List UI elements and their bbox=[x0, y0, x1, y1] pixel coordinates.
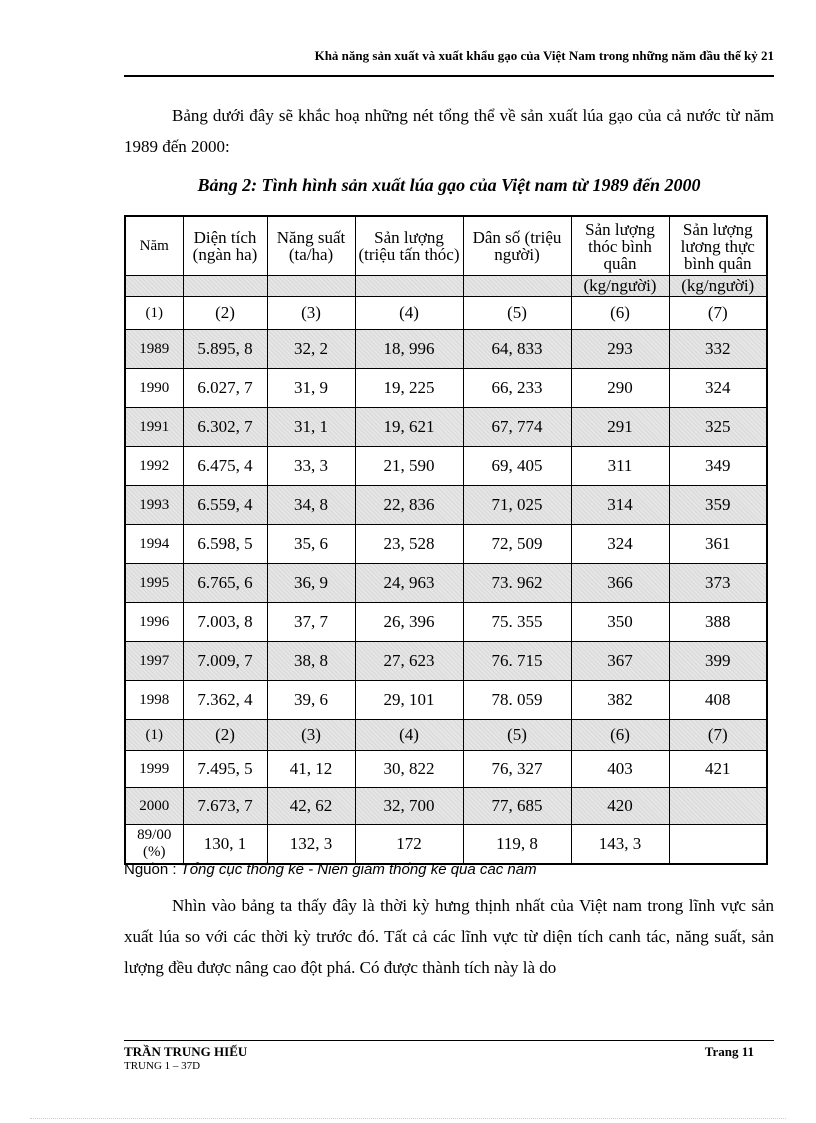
table-cell: 6.765, 6 bbox=[183, 564, 267, 603]
table-row bbox=[125, 525, 767, 564]
index-cell: (1) bbox=[125, 297, 183, 330]
footer-class: TRUNG 1 – 37D bbox=[124, 1060, 201, 1072]
table-cell: 78. 059 bbox=[463, 681, 571, 720]
table-row bbox=[125, 564, 767, 603]
index-cell: (3) bbox=[267, 297, 355, 330]
table-cell: 6.027, 7 bbox=[183, 369, 267, 408]
table-cell bbox=[669, 825, 767, 865]
table-row bbox=[125, 408, 767, 447]
table-cell: 325 bbox=[669, 408, 767, 447]
table-row bbox=[125, 330, 767, 369]
table-cell: 6.475, 4 bbox=[183, 447, 267, 486]
table-cell: 1991 bbox=[125, 408, 183, 447]
table-cell: 367 bbox=[571, 642, 669, 681]
table-cell: 291 bbox=[571, 408, 669, 447]
table-cell: 373 bbox=[669, 564, 767, 603]
table-row bbox=[125, 751, 767, 788]
body-paragraph bbox=[124, 890, 774, 983]
table-cell: 5.895, 8 bbox=[183, 330, 267, 369]
table-cell: 359 bbox=[669, 486, 767, 525]
table-cell: 39, 6 bbox=[267, 681, 355, 720]
table-cell: 366 bbox=[571, 564, 669, 603]
table-cell: 1998 bbox=[125, 681, 183, 720]
header-rule bbox=[124, 75, 774, 77]
table-cell: 31, 9 bbox=[267, 369, 355, 408]
table-cell: 67, 774 bbox=[463, 408, 571, 447]
table-cell: 7.003, 8 bbox=[183, 603, 267, 642]
table-cell: 19, 225 bbox=[355, 369, 463, 408]
table-cell: 399 bbox=[669, 642, 767, 681]
index-cell: (1) bbox=[125, 720, 183, 751]
table-cell: 77, 685 bbox=[463, 788, 571, 825]
table-cell: 1990 bbox=[125, 369, 183, 408]
table-cell: 130, 1 bbox=[183, 825, 267, 865]
column-header: Năng suất (ta/ha) bbox=[267, 216, 355, 276]
unit-cell bbox=[267, 276, 355, 297]
table-cell: 32, 2 bbox=[267, 330, 355, 369]
footer-rule bbox=[124, 1040, 774, 1041]
table-cell: 172 bbox=[355, 825, 463, 865]
table-cell: 89/00 (%) bbox=[125, 825, 183, 865]
unit-cell bbox=[125, 276, 183, 297]
table-cell: 143, 3 bbox=[571, 825, 669, 865]
table-cell: 42, 62 bbox=[267, 788, 355, 825]
table-cell: 1997 bbox=[125, 642, 183, 681]
unit-cell: (kg/người) bbox=[669, 276, 767, 297]
index-cell: (4) bbox=[355, 297, 463, 330]
table-cell: 23, 528 bbox=[355, 525, 463, 564]
source-text: Tổng cục thống kê - Niên giám thống kê qua các năm bbox=[180, 861, 537, 878]
table-cell: 1993 bbox=[125, 486, 183, 525]
source-label: Nguồn : bbox=[124, 861, 177, 878]
footer-author: TRẦN TRUNG HIẾU bbox=[124, 1044, 248, 1059]
table-cell: 32, 700 bbox=[355, 788, 463, 825]
table-cell: 34, 8 bbox=[267, 486, 355, 525]
footer-page-number: Trang 11 bbox=[704, 1044, 754, 1059]
table-cell: 293 bbox=[571, 330, 669, 369]
table-cell: 35, 6 bbox=[267, 525, 355, 564]
table-cell: 7.009, 7 bbox=[183, 642, 267, 681]
table-cell: 75. 355 bbox=[463, 603, 571, 642]
unit-cell bbox=[183, 276, 267, 297]
table-cell: 21, 590 bbox=[355, 447, 463, 486]
intro-paragraph bbox=[124, 100, 774, 162]
unit-cell bbox=[355, 276, 463, 297]
table-cell: 332 bbox=[669, 330, 767, 369]
source-note bbox=[124, 861, 537, 879]
table-cell: 1989 bbox=[125, 330, 183, 369]
table-cell: 350 bbox=[571, 603, 669, 642]
unit-cell: (kg/người) bbox=[571, 276, 669, 297]
table-index-row bbox=[125, 297, 767, 330]
table-cell: 71, 025 bbox=[463, 486, 571, 525]
table-cell: 69, 405 bbox=[463, 447, 571, 486]
table-cell: 1992 bbox=[125, 447, 183, 486]
table-cell: 30, 822 bbox=[355, 751, 463, 788]
column-header: Diện tích (ngàn ha) bbox=[183, 216, 267, 276]
index-cell: (7) bbox=[669, 297, 767, 330]
rice-production-table bbox=[124, 215, 768, 865]
body-text: Nhìn vào bảng ta thấy đây là thời kỳ hưng thịnh nhất của Việt nam trong lĩnh vực sản xuất lúa so với các thời kỳ trước đó. Tất cả các lĩnh vực từ diện tích canh tác, năng suất, sản lượng đều được nâng cao đột phá. Có được thành tích này là do bbox=[124, 896, 774, 977]
index-cell: (2) bbox=[183, 720, 267, 751]
table-cell: 6.559, 4 bbox=[183, 486, 267, 525]
table-cell: 314 bbox=[571, 486, 669, 525]
table-cell: 22, 836 bbox=[355, 486, 463, 525]
table-cell: 6.598, 5 bbox=[183, 525, 267, 564]
table-cell: 361 bbox=[669, 525, 767, 564]
table-cell: 1996 bbox=[125, 603, 183, 642]
table-cell: 403 bbox=[571, 751, 669, 788]
table-cell: 7.495, 5 bbox=[183, 751, 267, 788]
table-cell: 1994 bbox=[125, 525, 183, 564]
table-cell: 2000 bbox=[125, 788, 183, 825]
table-cell: 311 bbox=[571, 447, 669, 486]
page-bottom-border bbox=[30, 1118, 786, 1119]
index-cell: (7) bbox=[669, 720, 767, 751]
table-header-row bbox=[125, 216, 767, 276]
table-row bbox=[125, 788, 767, 825]
table-title: Bảng 2: Tình hình sản xuất lúa gạo của Việt nam từ 1989 đến 2000 bbox=[197, 175, 701, 195]
table-cell: 290 bbox=[571, 369, 669, 408]
column-header: Năm bbox=[125, 216, 183, 276]
table-cell: 7.362, 4 bbox=[183, 681, 267, 720]
table-cell: 388 bbox=[669, 603, 767, 642]
table-cell: 38, 8 bbox=[267, 642, 355, 681]
table-cell bbox=[669, 788, 767, 825]
column-header: Sản lượng (triệu tấn thóc) bbox=[355, 216, 463, 276]
table-cell: 349 bbox=[669, 447, 767, 486]
table-cell: 29, 101 bbox=[355, 681, 463, 720]
table-cell: 324 bbox=[571, 525, 669, 564]
index-cell: (5) bbox=[463, 297, 571, 330]
table-row bbox=[125, 681, 767, 720]
index-cell: (4) bbox=[355, 720, 463, 751]
index-cell: (3) bbox=[267, 720, 355, 751]
intro-text: Bảng dưới đây sẽ khắc hoạ những nét tổng thể về sản xuất lúa gạo của cả nước từ năm 1989 đến 2000: bbox=[124, 106, 774, 156]
table-cell: 18, 996 bbox=[355, 330, 463, 369]
table-row bbox=[125, 603, 767, 642]
table-cell: 19, 621 bbox=[355, 408, 463, 447]
page-header: Khả năng sản xuất và xuất khẩu gạo của Việt Nam trong những năm đầu thế kỷ 21 bbox=[314, 48, 774, 63]
table-cell: 76. 715 bbox=[463, 642, 571, 681]
table-cell: 119, 8 bbox=[463, 825, 571, 865]
column-header: Dân số (triệu người) bbox=[463, 216, 571, 276]
table-cell: 324 bbox=[669, 369, 767, 408]
table-index-row bbox=[125, 720, 767, 751]
table-cell: 1999 bbox=[125, 751, 183, 788]
table-cell: 33, 3 bbox=[267, 447, 355, 486]
table-cell: 26, 396 bbox=[355, 603, 463, 642]
unit-cell bbox=[463, 276, 571, 297]
index-cell: (5) bbox=[463, 720, 571, 751]
index-cell: (2) bbox=[183, 297, 267, 330]
index-cell: (6) bbox=[571, 297, 669, 330]
table-cell: 76, 327 bbox=[463, 751, 571, 788]
table-unit-row bbox=[125, 276, 767, 297]
table-cell: 420 bbox=[571, 788, 669, 825]
column-header: Sản lượng lương thực bình quân bbox=[669, 216, 767, 276]
table-cell: 37, 7 bbox=[267, 603, 355, 642]
table-cell: 41, 12 bbox=[267, 751, 355, 788]
table-cell: 7.673, 7 bbox=[183, 788, 267, 825]
table-cell: 132, 3 bbox=[267, 825, 355, 865]
table-cell: 408 bbox=[669, 681, 767, 720]
table-cell: 36, 9 bbox=[267, 564, 355, 603]
table-row bbox=[125, 486, 767, 525]
table-cell: 421 bbox=[669, 751, 767, 788]
table-cell: 27, 623 bbox=[355, 642, 463, 681]
table-cell: 31, 1 bbox=[267, 408, 355, 447]
column-header: Sản lượng thóc bình quân bbox=[571, 216, 669, 276]
table-cell: 6.302, 7 bbox=[183, 408, 267, 447]
table-cell: 72, 509 bbox=[463, 525, 571, 564]
table-row bbox=[125, 369, 767, 408]
table-cell: 382 bbox=[571, 681, 669, 720]
table-row bbox=[125, 447, 767, 486]
table-cell: 66, 233 bbox=[463, 369, 571, 408]
table-row bbox=[125, 642, 767, 681]
table-cell: 73. 962 bbox=[463, 564, 571, 603]
table-row bbox=[125, 825, 767, 865]
table-cell: 1995 bbox=[125, 564, 183, 603]
table-cell: 64, 833 bbox=[463, 330, 571, 369]
index-cell: (6) bbox=[571, 720, 669, 751]
table-cell: 24, 963 bbox=[355, 564, 463, 603]
